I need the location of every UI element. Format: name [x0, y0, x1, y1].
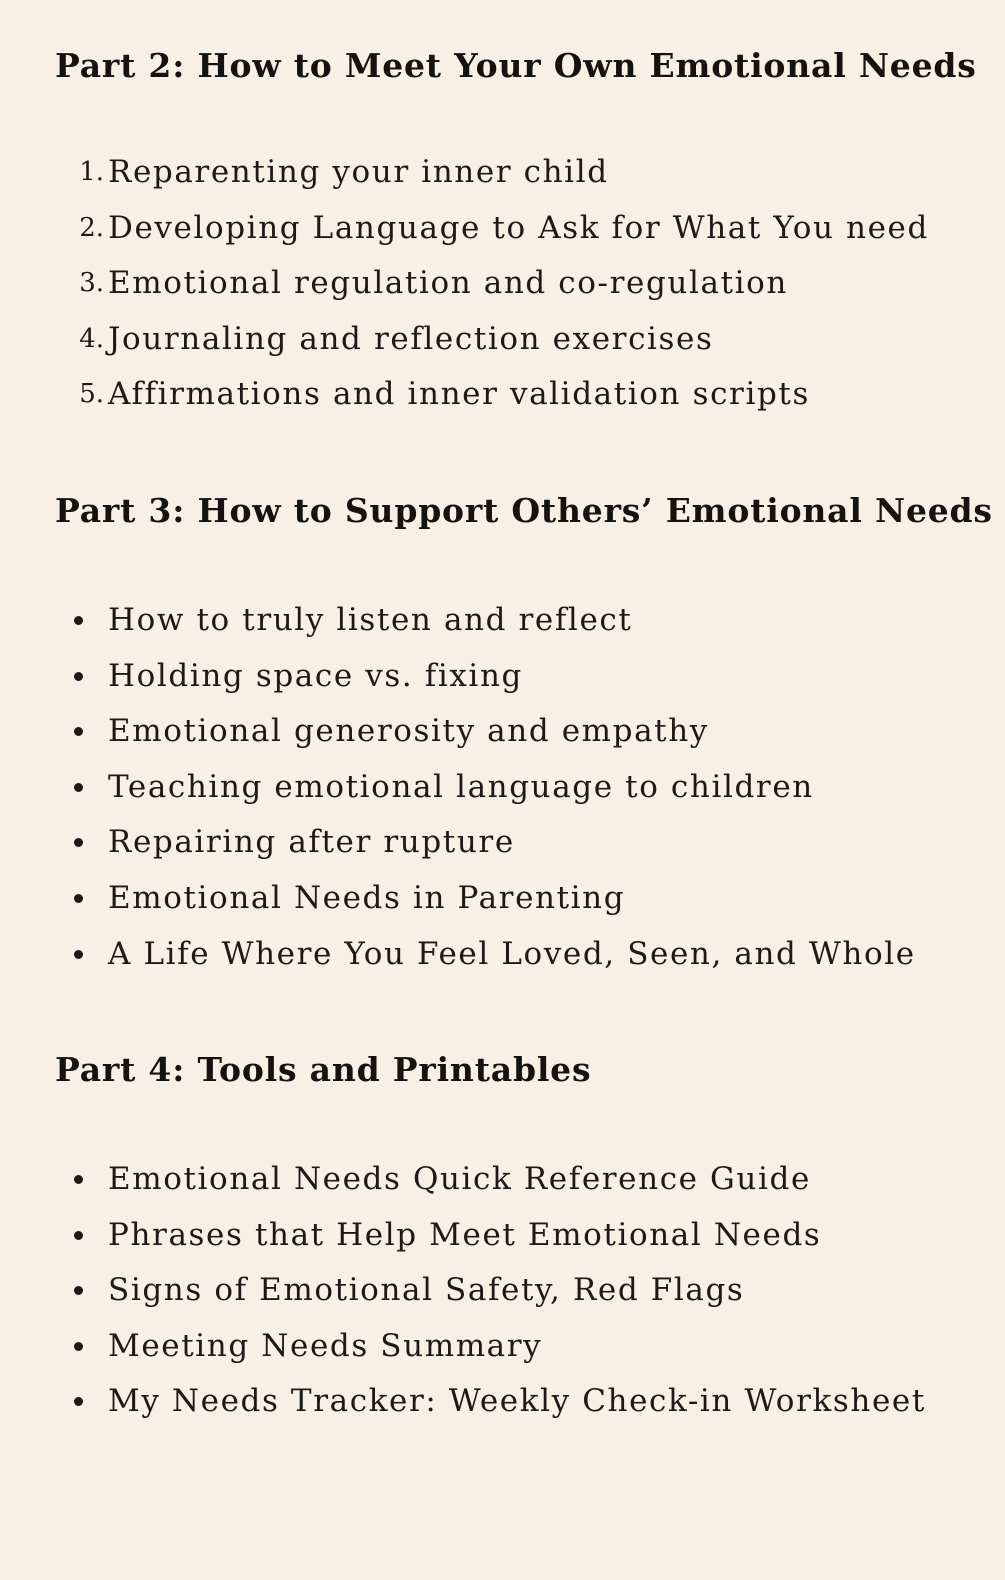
bullet-icon — [74, 616, 83, 625]
list-number: 1. — [79, 157, 104, 187]
list-number: 4. — [79, 323, 104, 354]
bullet-icon — [74, 1397, 83, 1406]
list-number: 5. — [79, 379, 104, 410]
bullet-icon — [74, 1175, 83, 1184]
list-number: 2. — [79, 212, 104, 243]
list-item-text: Emotional Needs Quick Reference Guide — [108, 1161, 811, 1197]
list-item-text: A Life Where You Feel Loved, Seen, and Whole — [108, 935, 916, 972]
list-item-text: Reparenting your inner child — [108, 154, 609, 190]
list-item-text: Holding space vs. fixing — [108, 657, 523, 694]
list-item-text: Affirmations and inner validation scripts — [108, 376, 810, 413]
part-4-heading: Part 4: Tools and Printables — [55, 1050, 592, 1089]
list-item-text: Emotional generosity and empathy — [108, 713, 709, 750]
list-item-text: Emotional regulation and co-regulation — [108, 265, 788, 302]
list-item-text: Emotional Needs in Parenting — [108, 879, 626, 916]
list-item-text: Signs of Emotional Safety, Red Flags — [108, 1272, 745, 1309]
bullet-icon — [74, 672, 83, 681]
list-item-text: Meeting Needs Summary — [108, 1327, 543, 1364]
bullet-icon — [74, 783, 83, 792]
part-2-heading: Part 2: How to Meet Your Own Emotional Needs — [55, 46, 977, 85]
bullet-icon — [74, 894, 83, 903]
list-number: 3. — [79, 268, 104, 299]
list-item-text: Teaching emotional language to children — [108, 768, 814, 805]
list-item-text: Phrases that Help Meet Emotional Needs — [108, 1216, 822, 1253]
list-item-text: Journaling and reflection exercises — [108, 320, 714, 357]
bullet-icon — [74, 1342, 83, 1351]
bullet-icon — [74, 1231, 83, 1240]
bullet-icon — [74, 1286, 83, 1295]
bullet-icon — [74, 727, 83, 736]
list-item-text: How to truly listen and reflect — [108, 602, 633, 638]
bullet-icon — [74, 838, 83, 847]
list-item-text: My Needs Tracker: Weekly Check-in Worksheet — [108, 1383, 926, 1420]
bullet-icon — [74, 950, 83, 959]
list-item-text: Repairing after rupture — [108, 824, 515, 861]
part-3-heading: Part 3: How to Support Others’ Emotional Needs — [55, 491, 993, 530]
list-item-text: Developing Language to Ask for What You need — [108, 209, 929, 246]
